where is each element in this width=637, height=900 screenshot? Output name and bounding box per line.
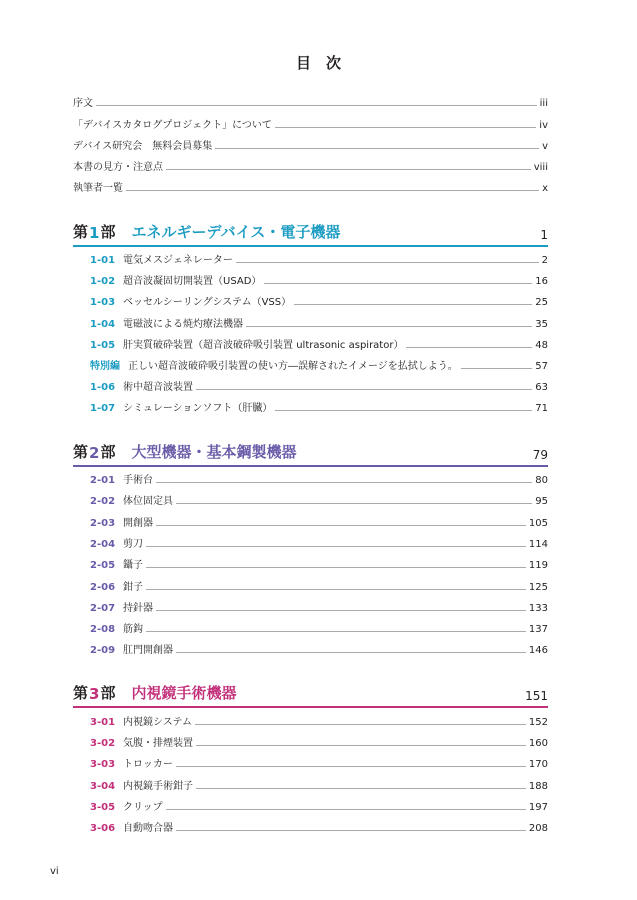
- dot-leader: [215, 148, 539, 149]
- toc-entry-page: 80: [535, 475, 548, 486]
- toc-entry-title: 内視鏡手術鉗子: [123, 780, 194, 792]
- part-number: 1: [89, 224, 100, 242]
- toc-entry[interactable]: [90, 736, 548, 752]
- toc-entry-title: トロッカー: [123, 759, 173, 771]
- toc-entry[interactable]: [90, 401, 548, 417]
- toc-entry-title: 序文: [73, 98, 93, 109]
- part-page: 151: [525, 689, 548, 703]
- dot-leader: [196, 788, 526, 789]
- chapter-number: 1-07: [90, 403, 116, 415]
- part-suffix: 部: [100, 684, 116, 702]
- toc-entry-title: 気腹・排煙装置: [123, 738, 194, 750]
- toc-entry[interactable]: [90, 473, 548, 489]
- toc-entry-title: 剪刀: [123, 538, 144, 550]
- toc-entry-page: 25: [535, 297, 548, 309]
- part-number: 3: [89, 685, 100, 703]
- toc-entry-page: 170: [528, 759, 548, 771]
- part-number: 2: [89, 444, 100, 462]
- toc-entry-page: 188: [528, 780, 548, 792]
- part-suffix: 部: [100, 223, 116, 241]
- chapter-number: 2-05: [90, 560, 116, 572]
- toc-entry[interactable]: [90, 757, 548, 773]
- toc-entry-page: 146: [528, 645, 548, 657]
- toc-entry-title: 執筆者一覧: [73, 183, 123, 194]
- toc-entry[interactable]: [90, 715, 548, 731]
- dot-leader: [461, 368, 533, 369]
- chapter-number: 1-05: [90, 339, 116, 351]
- toc-entry-title: 手術台: [123, 475, 154, 486]
- toc-entry-page: 48: [535, 339, 548, 351]
- dot-leader: [294, 304, 532, 305]
- toc-entry-title: ベッセルシーリングシステム（VSS）: [123, 297, 292, 309]
- toc-entry-title: 鑷子: [123, 560, 144, 572]
- toc-entry[interactable]: [90, 643, 548, 659]
- toc-entry-page: iv: [539, 120, 548, 131]
- toc-entry-page: 114: [528, 538, 548, 550]
- toc-entry[interactable]: [90, 359, 548, 375]
- toc-entry-title: 肝実質破砕装置（超音波破砕吸引装置 ultrasonic aspirator）: [123, 339, 404, 351]
- dot-leader: [196, 745, 526, 746]
- chapter-number: 3-01: [90, 717, 116, 728]
- dot-leader: [156, 610, 526, 611]
- dot-leader: [275, 410, 532, 411]
- toc-entry-title: 鉗子: [123, 581, 144, 593]
- dot-leader: [166, 809, 526, 810]
- toc-entry-title: 正しい超音波破砕吸引装置の使い方―誤解されたイメージを払拭しよう。: [128, 361, 458, 372]
- dot-leader: [275, 127, 536, 128]
- toc-entry-page: 57: [535, 361, 548, 372]
- toc-entry-page: 95: [535, 496, 548, 508]
- toc-entry[interactable]: [73, 181, 548, 197]
- part-page: 1: [540, 228, 548, 242]
- toc-entry-title: 自動吻合器: [123, 823, 174, 834]
- toc-entry-title: クリップ: [123, 801, 163, 813]
- toc-entry[interactable]: [90, 317, 548, 333]
- dot-leader: [236, 262, 539, 263]
- chapter-number: 3-05: [90, 801, 116, 813]
- toc-entry[interactable]: [90, 494, 548, 510]
- part-title: エネルギーデバイス・電子機器: [131, 223, 341, 241]
- chapter-number: 2-04: [90, 538, 116, 550]
- toc-entry-page: iii: [539, 98, 548, 109]
- part-prefix: 第: [73, 443, 89, 461]
- toc-entry[interactable]: [73, 160, 548, 176]
- dot-leader: [146, 631, 526, 632]
- chapter-number: 2-09: [90, 645, 116, 657]
- chapter-number: 3-06: [90, 823, 116, 834]
- toc-entry-page: 105: [528, 517, 548, 529]
- toc-entry-page: v: [542, 141, 548, 152]
- dot-leader: [146, 589, 526, 590]
- part-underline: [73, 245, 548, 247]
- toc-entry-page: viii: [533, 162, 548, 173]
- dot-leader: [406, 347, 532, 348]
- toc-entry[interactable]: [90, 537, 548, 553]
- chapter-number: 2-03: [90, 517, 116, 529]
- chapter-number: 1-03: [90, 297, 116, 309]
- toc-entry-page: 119: [528, 560, 548, 572]
- part-title: 内視鏡手術機器: [131, 684, 237, 702]
- dot-leader: [176, 830, 526, 831]
- toc-entry-page: x: [542, 183, 548, 194]
- part-underline: [73, 706, 548, 708]
- dot-leader: [146, 546, 526, 547]
- chapter-number: 3-04: [90, 780, 116, 792]
- toc-entry-page: 160: [528, 738, 548, 750]
- toc-entry-title: 内視鏡システム: [123, 717, 193, 728]
- part-prefix: 第: [73, 684, 89, 702]
- chapter-number: 2-01: [90, 475, 116, 486]
- toc-entry[interactable]: [73, 96, 548, 112]
- chapter-number: 1-06: [90, 382, 116, 394]
- page-title: 目 次: [295, 54, 341, 72]
- chapter-number: 2-02: [90, 496, 116, 508]
- dot-leader: [176, 652, 526, 653]
- toc-entry[interactable]: [90, 338, 548, 354]
- toc-entry-page: 71: [535, 403, 548, 415]
- dot-leader: [195, 724, 526, 725]
- toc-entry-page: 16: [535, 276, 548, 288]
- dot-leader: [264, 283, 532, 284]
- part-heading[interactable]: [73, 219, 548, 245]
- part-heading[interactable]: [73, 439, 548, 465]
- toc-entry-page: 152: [528, 717, 548, 728]
- toc-entry[interactable]: [90, 821, 548, 837]
- toc-entry-page: 197: [528, 801, 548, 813]
- toc-entry-title: 体位固定具: [123, 496, 174, 508]
- chapter-number: 2-06: [90, 581, 116, 593]
- toc-entry-title: 持針器: [123, 602, 154, 614]
- toc-entry[interactable]: [73, 139, 548, 155]
- part-suffix: 部: [100, 443, 116, 461]
- chapter-number: 1-02: [90, 276, 116, 288]
- toc-entry-title: 本書の見方・注意点: [73, 162, 163, 173]
- part-prefix: 第: [73, 223, 89, 241]
- dot-leader: [166, 169, 531, 170]
- toc-entry[interactable]: [90, 779, 548, 795]
- chapter-number: 2-08: [90, 624, 116, 636]
- toc-entry-page: 125: [528, 581, 548, 593]
- toc-entry[interactable]: [90, 274, 548, 290]
- part-title: 大型機器・基本鋼製機器: [131, 443, 297, 461]
- toc-entry-page: 137: [528, 624, 548, 636]
- toc-entry[interactable]: [90, 580, 548, 596]
- chapter-number: 3-02: [90, 738, 116, 750]
- toc-entry[interactable]: [90, 800, 548, 816]
- toc-entry[interactable]: [90, 253, 548, 269]
- chapter-number: 1-04: [90, 318, 116, 330]
- dot-leader: [176, 766, 526, 767]
- part-heading[interactable]: [73, 680, 548, 706]
- toc-entry-title: 「デバイスカタログプロジェクト」について: [73, 120, 272, 131]
- toc-entry-title: 肛門開創器: [123, 645, 174, 657]
- chapter-number: 2-07: [90, 602, 116, 614]
- chapter-number: 1-01: [90, 255, 116, 266]
- toc-entry[interactable]: [73, 118, 548, 134]
- toc-entry-title: デバイス研究会 無料会員募集: [73, 141, 213, 152]
- dot-leader: [146, 567, 526, 568]
- toc-entry[interactable]: [90, 516, 548, 532]
- toc-entry-page: 2: [541, 255, 548, 266]
- toc-entry-title: 電磁波による焼灼療法機器: [123, 318, 244, 330]
- part-underline: [73, 465, 548, 467]
- dot-leader: [156, 525, 526, 526]
- toc-entry[interactable]: [90, 622, 548, 638]
- page-number: vi: [50, 866, 59, 877]
- toc-entry[interactable]: [90, 601, 548, 617]
- dot-leader: [126, 190, 539, 191]
- dot-leader: [246, 326, 532, 327]
- toc-entry-title: 術中超音波装置: [123, 382, 194, 394]
- dot-leader: [196, 389, 532, 390]
- part-page: 79: [532, 448, 548, 462]
- toc-entry[interactable]: [90, 295, 548, 311]
- toc-entry-page: 208: [528, 823, 548, 834]
- toc-entry-title: シミュレーションソフト（肝臓）: [123, 403, 273, 415]
- dot-leader: [176, 503, 532, 504]
- toc-entry-title: 電気メスジェネレーター: [123, 255, 233, 266]
- toc-entry-title: 超音波凝固切開装置（USAD）: [123, 276, 262, 288]
- toc-entry-page: 35: [535, 318, 548, 330]
- toc-entry-page: 133: [528, 602, 548, 614]
- toc-entry-title: 筋鈎: [123, 624, 144, 636]
- dot-leader: [156, 482, 532, 483]
- chapter-number: 3-03: [90, 759, 116, 771]
- toc-entry[interactable]: [90, 380, 548, 396]
- toc-entry[interactable]: [90, 558, 548, 574]
- dot-leader: [96, 105, 537, 106]
- toc-entry-page: 63: [535, 382, 548, 394]
- chapter-number: 特別編: [90, 361, 120, 372]
- toc-entry-title: 開創器: [123, 517, 154, 529]
